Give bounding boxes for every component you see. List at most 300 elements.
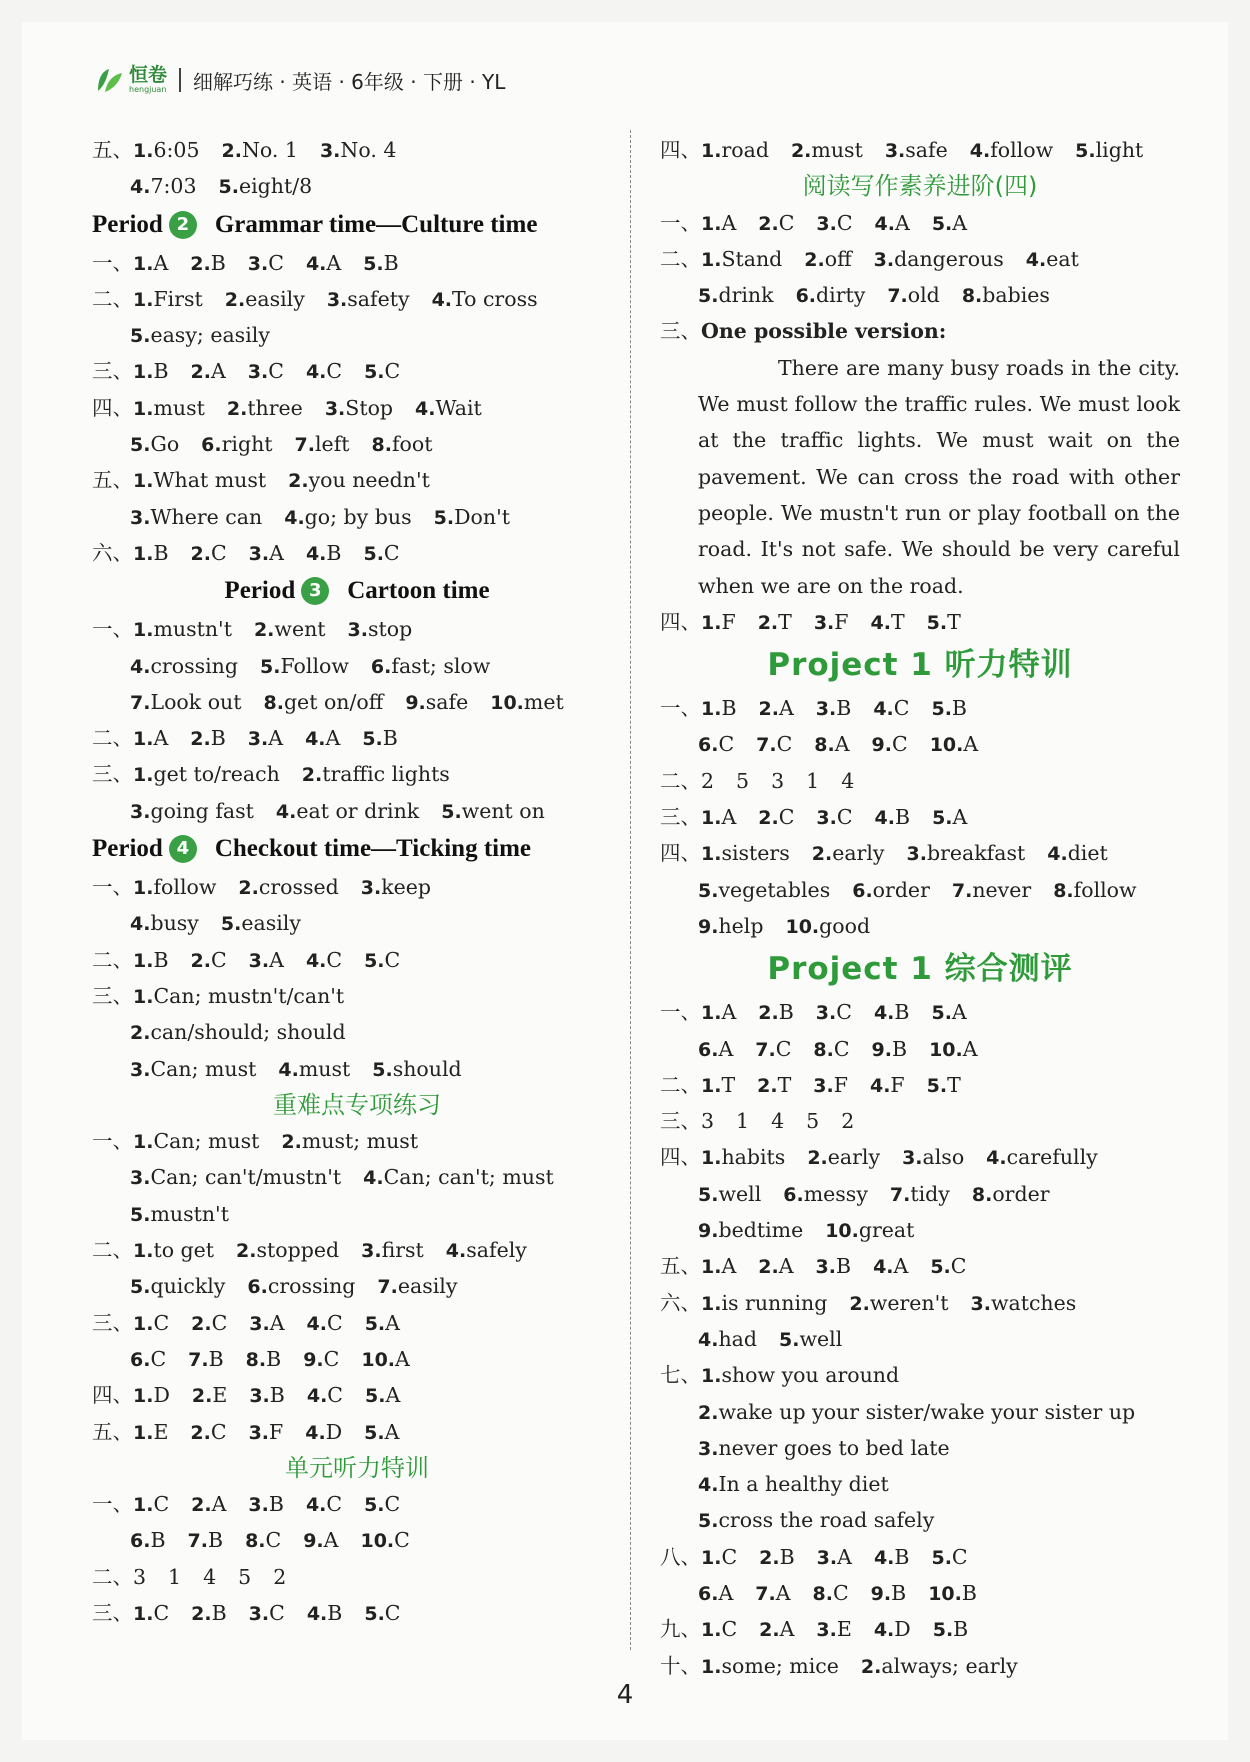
answer-line — [660, 994, 1180, 1030]
answer-item — [736, 1109, 749, 1133]
answer-number: 3. — [247, 728, 269, 751]
answer-text: had — [718, 1326, 758, 1351]
answer-item — [825, 1218, 914, 1242]
answer-number: 3. — [873, 248, 895, 271]
answer-text: first — [381, 1238, 424, 1263]
answer-number: 1. — [701, 698, 722, 721]
answer-item — [133, 138, 200, 162]
question-group-marker: 一、 — [660, 1000, 701, 1025]
answer-text: Don't — [454, 504, 510, 529]
answer-text: Where can — [150, 504, 263, 529]
answer-text: D — [325, 1419, 343, 1444]
answer-item — [701, 769, 714, 793]
answer-number: 1. — [133, 470, 154, 493]
answer-number: 4. — [698, 1328, 719, 1351]
answer-text: three — [247, 395, 303, 420]
answer-line — [92, 353, 622, 389]
answer-item — [306, 1492, 342, 1516]
answer-item — [698, 914, 763, 938]
answer-number: 1. — [701, 1292, 722, 1315]
answer-number: 4. — [874, 807, 895, 830]
leaf-logo-icon — [95, 65, 125, 95]
answer-line — [660, 690, 1180, 726]
answer-number: 3. — [816, 807, 837, 830]
answer-item — [361, 875, 431, 899]
answer-number: 5. — [931, 698, 952, 721]
question-group-marker: 二、 — [660, 246, 701, 271]
answer-text: left — [315, 432, 350, 457]
answer-line — [92, 317, 622, 353]
answer-text: B — [266, 1346, 282, 1371]
answer-number: 10. — [490, 691, 524, 714]
answer-text: easily — [397, 1274, 458, 1299]
answer-item — [361, 1238, 424, 1262]
answer-item — [133, 1565, 146, 1589]
answer-text: C — [210, 947, 227, 972]
answer-number: 2. — [860, 1655, 882, 1678]
answer-text: A — [269, 540, 284, 565]
answer-number: 8. — [971, 1183, 993, 1206]
answer-text: F — [833, 1072, 848, 1097]
period-label: Period — [92, 210, 163, 238]
answer-text: 3 — [771, 768, 785, 793]
answer-text: C — [327, 1383, 343, 1408]
answer-item — [133, 875, 216, 899]
answer-item — [986, 1145, 1098, 1169]
answer-number: 4. — [278, 1058, 299, 1081]
answer-number: 10. — [825, 1220, 859, 1243]
answer-item — [698, 283, 774, 307]
answer-item — [930, 732, 978, 756]
answer-item — [305, 1420, 342, 1444]
answer-text: B — [150, 1528, 166, 1553]
answer-text: A — [963, 732, 979, 757]
answer-text: always; early — [881, 1653, 1018, 1678]
answer-text: eat or drink — [296, 798, 420, 823]
answer-number: 1. — [133, 361, 154, 384]
answer-number: 3. — [248, 542, 270, 565]
answer-text: messy — [803, 1181, 868, 1206]
answer-item — [701, 1145, 785, 1169]
right-column — [660, 132, 1180, 1684]
answer-text: C — [836, 1000, 852, 1025]
answer-number: 6. — [201, 434, 222, 457]
question-group-marker: 二、 — [92, 1238, 133, 1263]
answer-text: 1 — [168, 1564, 182, 1589]
answer-text: C — [211, 1310, 228, 1335]
answer-text: C — [327, 1310, 343, 1335]
answer-item — [191, 1601, 227, 1625]
answer-item — [306, 251, 341, 275]
answer-number: 1. — [701, 1256, 722, 1279]
answer-number: 5. — [218, 176, 239, 199]
answer-item — [852, 878, 930, 902]
answer-number: 5. — [931, 212, 953, 235]
answer-item — [365, 1311, 400, 1335]
answer-line — [660, 1321, 1180, 1357]
answer-text: A — [721, 1000, 737, 1025]
answer-item — [755, 1581, 790, 1605]
answer-number: 7. — [755, 1038, 776, 1061]
answer-number: 1. — [133, 1312, 154, 1335]
answer-item — [885, 138, 948, 162]
answer-item — [245, 1528, 281, 1552]
section-heading: 单元听力特训 — [285, 1453, 429, 1482]
answer-item — [972, 1182, 1050, 1206]
answer-number: 5. — [130, 434, 151, 457]
answer-text: A — [384, 1419, 400, 1444]
answer-number: 2. — [190, 361, 211, 384]
answer-text: 5 — [806, 1109, 820, 1134]
answer-item — [932, 211, 967, 235]
answer-item — [377, 1274, 457, 1298]
answer-text: B — [951, 696, 967, 721]
answer-text: B — [778, 1000, 794, 1025]
answer-item — [701, 138, 769, 162]
answer-number: 7. — [130, 691, 151, 714]
answer-number: 5. — [1075, 140, 1096, 162]
answer-item — [372, 1057, 461, 1081]
answer-text: eat — [1046, 246, 1079, 271]
sample-heading — [660, 313, 1180, 349]
answer-text: 1 — [736, 1109, 750, 1134]
answer-text: T — [947, 1072, 961, 1097]
answer-text: never — [972, 877, 1032, 902]
answer-number: 8. — [813, 1038, 834, 1061]
answer-number: 4. — [306, 1312, 327, 1335]
answer-item — [201, 432, 272, 456]
period-title: Grammar time—Culture time — [214, 210, 538, 238]
answer-line — [92, 281, 622, 317]
answer-text: must — [153, 395, 205, 420]
answer-number: 5. — [779, 1328, 800, 1351]
answer-item — [871, 1581, 907, 1605]
answer-line — [92, 756, 622, 792]
answer-text: babies — [982, 283, 1050, 308]
question-group-marker: 三、 — [92, 762, 133, 787]
answer-number: 2. — [790, 140, 812, 162]
answer-line — [660, 1502, 1180, 1538]
answer-number: 9. — [871, 734, 892, 757]
question-group-marker: 三、 — [660, 805, 701, 830]
answer-item — [874, 247, 1004, 271]
answer-number: 8. — [263, 691, 284, 714]
answer-text: order — [992, 1181, 1050, 1206]
answer-text: First — [153, 286, 203, 311]
question-group-marker: 一、 — [660, 696, 701, 721]
answer-text: also — [922, 1145, 965, 1170]
answer-line — [660, 1357, 1180, 1393]
answer-text: safety — [347, 286, 410, 311]
answer-text: A — [268, 726, 284, 751]
answer-item — [929, 1037, 977, 1061]
answer-text: mustn't — [153, 617, 232, 642]
answer-item — [133, 726, 168, 750]
answer-item — [875, 211, 910, 235]
answer-text: cross the road safely — [718, 1508, 935, 1533]
answer-number: 4. — [305, 361, 327, 384]
answer-number: 8. — [245, 1530, 266, 1553]
answer-text: A — [893, 1254, 909, 1279]
answer-text: A — [211, 1492, 227, 1517]
answer-text: A — [952, 210, 968, 235]
answer-number: 4. — [873, 1546, 895, 1569]
question-group-marker: 二、 — [92, 286, 133, 311]
logo-subtext: hengjuan — [129, 85, 167, 94]
answer-text: follow — [1073, 877, 1137, 902]
answer-line — [660, 1139, 1180, 1175]
answer-text: To cross — [452, 286, 538, 311]
answer-number: 5. — [698, 1183, 719, 1206]
answer-item — [222, 138, 298, 162]
answer-item — [191, 359, 226, 383]
answer-number: 2. — [191, 1494, 212, 1517]
answer-text: C — [721, 1544, 738, 1569]
answer-text: breakfast — [926, 841, 1026, 866]
answer-text: weren't — [869, 1290, 949, 1315]
answer-item — [348, 617, 413, 641]
answer-text: C — [323, 1346, 340, 1371]
question-group-marker: 三、 — [92, 1600, 133, 1625]
answer-text: follow — [990, 138, 1054, 162]
answer-text: watches — [990, 1290, 1077, 1315]
answer-item — [849, 1291, 948, 1315]
answer-number: 8. — [814, 734, 835, 757]
period-label: Period — [92, 835, 163, 863]
answer-text: met — [523, 689, 564, 714]
answer-number: 4. — [130, 176, 151, 199]
answer-text: bedtime — [718, 1218, 804, 1243]
answer-text: A — [895, 210, 910, 235]
answer-number: 2. — [757, 611, 779, 634]
answer-text: to get — [153, 1238, 215, 1263]
answer-item — [263, 690, 383, 714]
left-column — [92, 132, 622, 1631]
answer-text: foot — [391, 432, 433, 457]
answer-item — [806, 1109, 819, 1133]
answer-text: off — [824, 246, 852, 271]
answer-number: 1. — [701, 611, 722, 634]
answer-item — [872, 732, 908, 756]
answer-text: B — [269, 1383, 285, 1408]
answer-text: T — [721, 1072, 736, 1097]
answer-text: early — [832, 841, 885, 866]
answer-item — [1053, 878, 1136, 902]
page-number: 4 — [616, 1680, 634, 1710]
answer-text: dangerous — [894, 246, 1004, 271]
answer-text: drink — [718, 283, 774, 308]
answer-item — [432, 287, 538, 311]
answer-item — [246, 1347, 282, 1371]
answer-number: 9. — [405, 691, 426, 714]
answer-item — [812, 841, 885, 865]
answer-number: 5. — [441, 800, 462, 823]
answer-number: 2. — [288, 470, 309, 493]
answer-item — [365, 1383, 400, 1407]
answer-text: carefully — [1006, 1145, 1098, 1170]
question-group-marker: 二、 — [660, 1072, 701, 1097]
answer-text: go; by bus — [304, 504, 412, 529]
answer-text: F — [721, 609, 736, 634]
answer-number: 6. — [698, 1038, 719, 1061]
answer-text: B — [836, 696, 852, 721]
answer-item — [756, 732, 792, 756]
period-number-badge: 2 — [169, 211, 197, 239]
answer-item — [441, 799, 545, 823]
answer-text: C — [326, 947, 343, 972]
answer-number: 4. — [305, 252, 327, 275]
answer-text: C — [326, 359, 343, 384]
answer-text: C — [326, 1492, 343, 1517]
answer-number: 2. — [238, 877, 259, 900]
answer-item — [816, 1000, 852, 1024]
answer-number: 4. — [363, 1167, 384, 1190]
answer-item — [758, 211, 794, 235]
answer-line — [660, 1212, 1180, 1248]
answer-line — [660, 277, 1180, 313]
answer-number: 5. — [698, 1510, 719, 1533]
answer-line — [660, 835, 1180, 871]
answer-number: 5. — [363, 542, 384, 565]
answer-text: T — [778, 609, 792, 634]
answer-item — [363, 541, 399, 565]
answer-number: 4. — [415, 397, 436, 420]
question-group-marker: 六、 — [660, 1290, 701, 1315]
answer-number: 3. — [970, 1292, 991, 1315]
answer-number: 3. — [816, 1546, 838, 1569]
answer-text: great — [858, 1218, 915, 1243]
answer-text: C — [721, 1617, 738, 1642]
answer-text: A — [153, 250, 169, 275]
answer-number: 3. — [906, 843, 927, 866]
answer-number: 2. — [301, 764, 323, 787]
answer-number: 2. — [190, 252, 211, 275]
answer-item — [288, 468, 430, 492]
answer-item — [759, 1545, 795, 1569]
answer-text: T — [947, 609, 961, 634]
answer-item — [305, 726, 340, 750]
answer-number: 10. — [928, 1582, 962, 1605]
answer-line — [92, 1341, 622, 1377]
answer-text: T — [890, 609, 905, 634]
answer-item — [796, 283, 866, 307]
answer-number: 10. — [785, 915, 820, 938]
answer-number: 2. — [759, 1619, 780, 1642]
answer-number: 3. — [815, 698, 837, 721]
answer-item — [841, 1109, 854, 1133]
answer-text: B — [894, 1000, 910, 1025]
answer-number: 1. — [701, 1619, 722, 1642]
answer-text: B — [211, 1600, 227, 1625]
answer-number: 1. — [701, 1147, 722, 1170]
answer-text: C — [892, 732, 908, 757]
answer-line — [660, 1285, 1180, 1321]
answer-text: C — [394, 1528, 410, 1553]
answer-item — [405, 690, 468, 714]
answer-line — [92, 1414, 622, 1450]
answer-text: C — [776, 732, 793, 757]
answer-number: 8. — [245, 1348, 267, 1371]
answer-item — [928, 1581, 977, 1605]
answer-item — [133, 1238, 214, 1262]
answer-text: early — [827, 1145, 881, 1170]
answer-item — [816, 805, 852, 829]
period-title: Cartoon time — [347, 577, 490, 605]
question-group-marker: 四、 — [660, 609, 701, 634]
answer-number: 1. — [133, 985, 154, 1008]
answer-number: 1. — [701, 1365, 722, 1388]
answer-number: 7. — [188, 1348, 209, 1371]
answer-number: 3. — [361, 1240, 382, 1263]
answer-number: 4. — [431, 288, 453, 311]
answer-number: 1. — [133, 1385, 154, 1408]
answer-item — [758, 1254, 793, 1278]
answer-number: 2. — [759, 1546, 780, 1569]
answer-text: keep — [381, 875, 432, 900]
answer-number: 5. — [372, 1058, 393, 1081]
answer-number: 6. — [852, 879, 873, 902]
answer-text: crossing — [267, 1274, 356, 1299]
answer-number: 5. — [363, 252, 384, 275]
answer-number: 1. — [133, 877, 154, 900]
period-number-badge: 4 — [169, 835, 197, 863]
question-group-marker: 八、 — [660, 1544, 701, 1569]
answer-item — [757, 1073, 791, 1097]
answer-item — [816, 211, 852, 235]
answer-item — [249, 541, 284, 565]
answer-line — [92, 1522, 622, 1558]
answer-number: 5. — [220, 913, 242, 936]
answer-line — [660, 241, 1180, 277]
answer-item — [221, 911, 301, 935]
answer-number: 7. — [951, 879, 973, 902]
answer-text: B — [210, 726, 226, 751]
answer-text: C — [384, 1600, 401, 1625]
answer-text: B — [210, 250, 226, 275]
answer-number: 1. — [133, 252, 154, 275]
answer-item — [779, 1327, 842, 1351]
answer-item — [238, 875, 338, 899]
question-group-marker: 四、 — [660, 841, 701, 866]
answer-text: fast; slow — [391, 653, 491, 678]
answer-number: 9. — [303, 1348, 324, 1371]
answer-item — [249, 1420, 284, 1444]
question-group-marker: 四、 — [92, 1383, 133, 1408]
answer-text: Can; can't/mustn't — [150, 1165, 342, 1190]
answer-item — [930, 1254, 966, 1278]
answer-number: 5. — [931, 1002, 952, 1025]
answer-number: 6. — [247, 1276, 268, 1299]
answer-text: C — [268, 359, 284, 384]
answer-number: 3. — [360, 877, 382, 900]
answer-number: 10. — [929, 734, 964, 757]
answer-item — [698, 1508, 934, 1532]
answer-text: get on/off — [283, 689, 384, 714]
answer-text: Look out — [150, 689, 242, 714]
answer-item — [791, 138, 863, 162]
answer-item — [933, 1617, 969, 1641]
answer-number: 2. — [849, 1292, 870, 1315]
section-heading: 阅读写作素养进阶(四) — [802, 172, 1038, 201]
answer-text: In a healthy diet — [718, 1472, 889, 1497]
answer-item — [927, 1073, 961, 1097]
answer-text: A — [153, 726, 169, 751]
answer-number: 2. — [130, 1022, 151, 1045]
answer-number: 1. — [701, 140, 722, 162]
answer-number: 1. — [701, 248, 722, 271]
answer-item — [363, 1165, 554, 1189]
answer-item — [907, 841, 1026, 865]
